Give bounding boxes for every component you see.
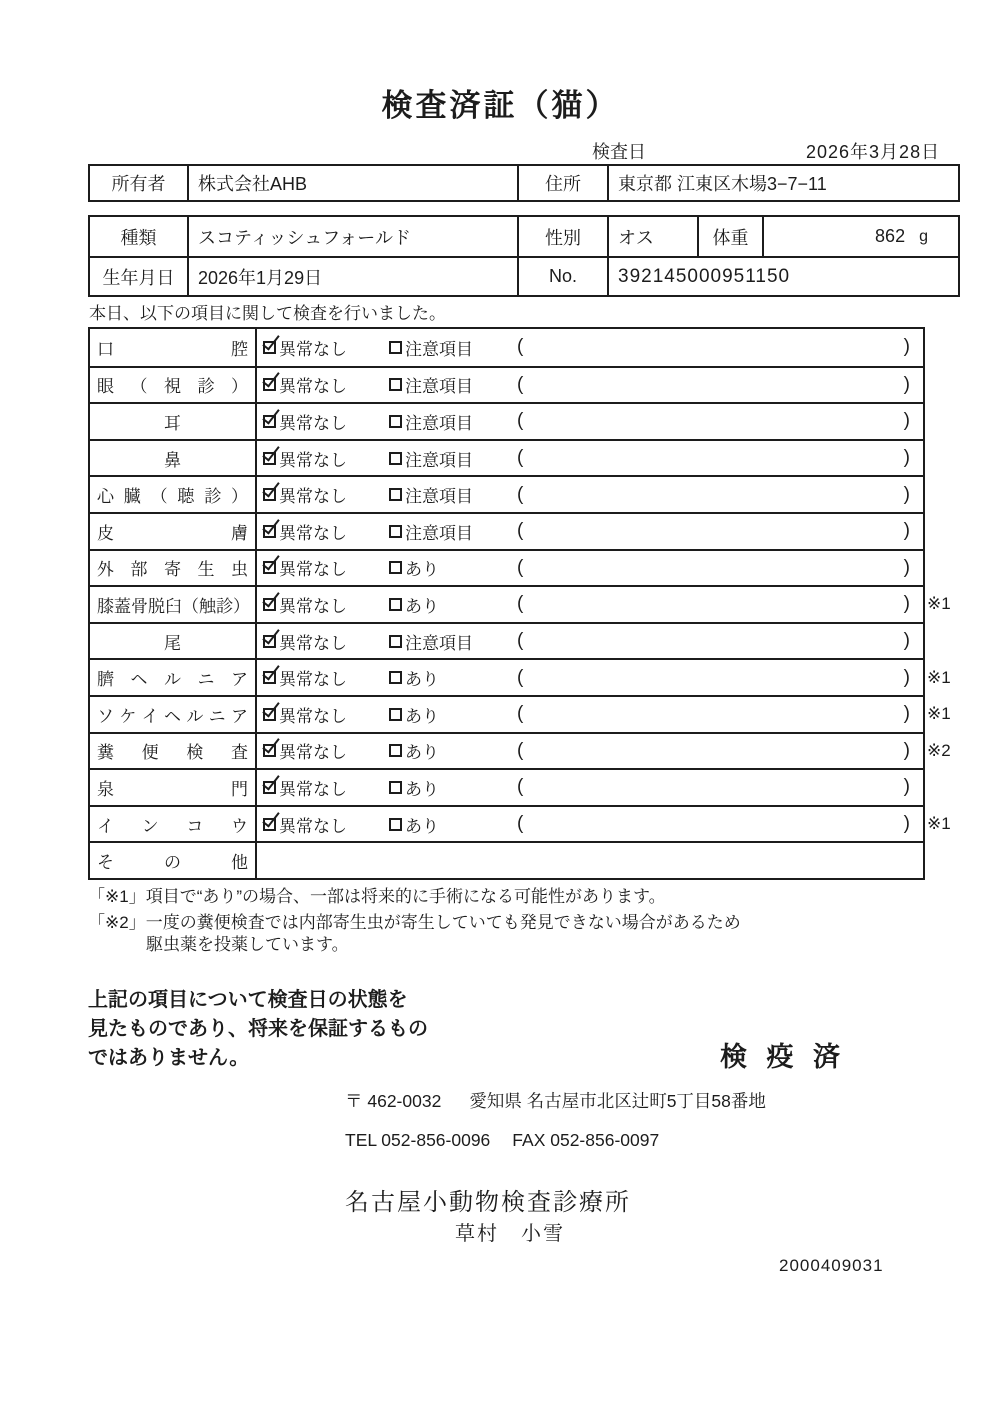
clinic-fax: FAX 052-856-0097 [512,1130,660,1150]
sex-value: オス [607,217,697,256]
inspection-row-other [90,841,923,878]
present-unchecked-checkbox-icon [389,561,402,574]
normal-checked-checkbox-icon [263,341,276,354]
present-unchecked-checkbox-icon [389,744,402,757]
footnote-mark: ※1 [927,704,951,724]
inspection-row-fecal-exam [90,732,951,769]
open-paren: ( [517,666,524,688]
attention-unchecked-checkbox-icon [389,341,402,354]
close-paren: ) [903,447,910,469]
normal-checked-checkbox-icon [263,598,276,611]
normal-label: 異常なし [279,523,347,543]
clinic-address: 愛知県 名古屋市北区辻町5丁目58番地 [469,1091,766,1111]
inspection-row-patella [90,585,951,622]
weight-cell [762,217,958,256]
normal-label: 異常なし [279,779,347,799]
breed-value: スコティッシュフォールド [187,217,517,256]
normal-checked-checkbox-icon [263,671,276,684]
footnote-mark: ※2 [927,740,951,760]
number-label: No. [517,258,607,295]
item-label: 臍 ヘ ル ニ ア [97,670,248,690]
address-label: 住所 [517,166,607,200]
item-label: イ ン コ ウ [97,816,248,836]
normal-checked-checkbox-icon [263,488,276,501]
close-paren: ) [903,556,910,578]
close-paren: ) [903,666,910,688]
attention-unchecked-checkbox-icon [389,488,402,501]
disclaimer-line-3: ではありません。 [88,1047,250,1069]
inspection-row-nose [90,439,923,476]
owner-table [88,164,960,202]
footnote-mark: ※1 [927,594,951,614]
disclaimer-line-1: 上記の項目について検査日の状態を [88,989,408,1011]
attention-unchecked-checkbox-icon [389,525,402,538]
normal-label: 異常なし [279,633,347,653]
owner-row [90,166,958,200]
item-label: 糞 便 検 査 [97,743,248,763]
attention-unchecked-checkbox-icon [389,635,402,648]
open-paren: ( [517,447,524,469]
birthdate-value: 2026年1月29日 [187,258,517,295]
item-label: ソ ケ イ ヘ ル ニ ア [97,706,248,726]
birthdate-label: 生年月日 [102,267,175,288]
clinic-name: 名古屋小動物検査診療所 [345,1189,631,1216]
close-paren: ) [903,630,910,652]
present-unchecked-checkbox-icon [389,598,402,611]
present-label: あり [405,596,439,616]
animal-row-1 [90,217,958,256]
open-paren: ( [517,813,524,835]
address-value: 東京都 江東区木場3−7−11 [607,166,958,200]
inspection-table [88,327,951,880]
attention-label: 注意項目 [405,339,473,359]
page-title: 検査済証（猫） [381,88,620,123]
close-paren: ) [903,739,910,761]
normal-checked-checkbox-icon [263,744,276,757]
attention-label: 注意項目 [405,523,473,543]
open-paren: ( [517,483,524,505]
inspection-row-fontanelle [90,768,923,805]
normal-label: 異常なし [279,816,347,836]
open-paren: ( [517,410,524,432]
weight-label: 体重 [697,217,762,256]
present-unchecked-checkbox-icon [389,671,402,684]
quarantine-stamp: 検 疫 済 [720,1042,847,1072]
item-label: 泉 門 [97,779,248,799]
veterinarian-name: 草村 小雪 [455,1223,565,1245]
normal-label: 異常なし [279,670,347,690]
close-paren: ) [903,813,910,835]
owner-label: 所有者 [111,174,166,194]
normal-checked-checkbox-icon [263,708,276,721]
intro-text: 本日、以下の項目に関して検査を行いました。 [89,304,446,323]
normal-checked-checkbox-icon [263,818,276,831]
attention-label: 注意項目 [405,450,473,470]
normal-label: 異常なし [279,413,347,433]
open-paren: ( [517,336,524,358]
present-label: あり [405,743,439,763]
normal-checked-checkbox-icon [263,561,276,574]
inspection-row-ears [90,402,923,439]
normal-label: 異常なし [279,339,347,359]
open-paren: ( [517,739,524,761]
attention-label: 注意項目 [405,413,473,433]
normal-label: 異常なし [279,377,347,397]
present-label: あり [405,560,439,580]
other-empty-cell [257,843,923,878]
open-paren: ( [517,373,524,395]
item-label: 心 臓 （ 聴 診 ） [97,487,248,507]
inspection-row-inkou [90,805,951,842]
normal-label: 異常なし [279,596,347,616]
close-paren: ) [903,703,910,725]
serial-number: 2000409031 [779,1256,884,1275]
open-paren: ( [517,776,524,798]
open-paren: ( [517,556,524,578]
clinic-telfax-line [345,1130,659,1151]
item-label: 尾 [164,633,181,653]
attention-label: 注意項目 [405,377,473,397]
normal-label: 異常なし [279,706,347,726]
inspection-date-label: 検査日 [592,142,646,162]
sex-label: 性別 [517,217,607,256]
normal-label: 異常なし [279,560,347,580]
inspection-row-inguinal-hernia [90,695,951,732]
item-label: 膝蓋骨脱臼（触診） [97,596,250,616]
inspection-row-mouth [90,329,923,366]
close-paren: ) [903,336,910,358]
disclaimer-text [88,986,428,1073]
animal-table [88,215,960,297]
close-paren: ) [903,593,910,615]
item-label: 耳 [164,413,181,433]
open-paren: ( [517,593,524,615]
inspection-row-tail [90,622,923,659]
open-paren: ( [517,630,524,652]
inspection-row-heart [90,475,923,512]
attention-unchecked-checkbox-icon [389,378,402,391]
normal-checked-checkbox-icon [263,781,276,794]
item-label: 外 部 寄 生 虫 [97,560,248,580]
inspection-date-value: 2026年3月28日 [806,142,941,162]
item-label: 鼻 [164,450,181,470]
normal-checked-checkbox-icon [263,415,276,428]
normal-label: 異常なし [279,487,347,507]
present-unchecked-checkbox-icon [389,708,402,721]
normal-checked-checkbox-icon [263,452,276,465]
owner-value: 株式会社AHB [187,166,517,200]
present-unchecked-checkbox-icon [389,818,402,831]
footnote-1: 「※1」項目で“あり”の場合、一部は将来的に手術になる可能性があります。 [88,887,666,906]
normal-checked-checkbox-icon [263,378,276,391]
normal-label: 異常なし [279,450,347,470]
item-label: そ の 他 [97,853,248,873]
normal-checked-checkbox-icon [263,525,276,538]
breed-label: 種類 [120,227,157,248]
attention-label: 注意項目 [405,487,473,507]
open-paren: ( [517,520,524,542]
normal-label: 異常なし [279,743,347,763]
inspection-row-external-parasites [90,549,923,586]
inspection-row-eyes [90,366,923,403]
footnote-2-line-2: 駆虫薬を投薬しています。 [146,935,349,954]
attention-unchecked-checkbox-icon [389,452,402,465]
animal-row-2 [90,256,958,295]
attention-label: 注意項目 [405,633,473,653]
footnote-mark: ※1 [927,814,951,834]
footnote-mark: ※1 [927,667,951,687]
weight-value: 862 [875,226,906,246]
inspection-row-skin [90,512,923,549]
close-paren: ) [903,520,910,542]
item-label: 口 腔 [97,339,248,359]
present-label: あり [405,706,439,726]
clinic-tel: TEL 052-856-0096 [345,1130,491,1150]
close-paren: ) [903,373,910,395]
item-label: 眼 （ 視 診 ） [97,377,248,397]
inspection-row-umbilical-hernia [90,658,951,695]
weight-unit: g [919,227,928,245]
item-label: 皮 膚 [97,523,248,543]
clinic-address-line [345,1088,766,1113]
footnote-2-line-1: 「※2」一度の糞便検査では内部寄生虫が寄生していても発見できない場合があるため [88,913,741,932]
clinic-postal-code: 〒 462-0032 [345,1091,442,1111]
disclaimer-line-2: 見たものであり、将来を保証するもの [88,1018,428,1040]
close-paren: ) [903,483,910,505]
open-paren: ( [517,703,524,725]
present-label: あり [405,779,439,799]
present-label: あり [405,670,439,690]
close-paren: ) [903,776,910,798]
present-unchecked-checkbox-icon [389,781,402,794]
present-label: あり [405,816,439,836]
attention-unchecked-checkbox-icon [389,415,402,428]
number-value: 392145000951150 [607,258,958,295]
normal-checked-checkbox-icon [263,635,276,648]
close-paren: ) [903,410,910,432]
